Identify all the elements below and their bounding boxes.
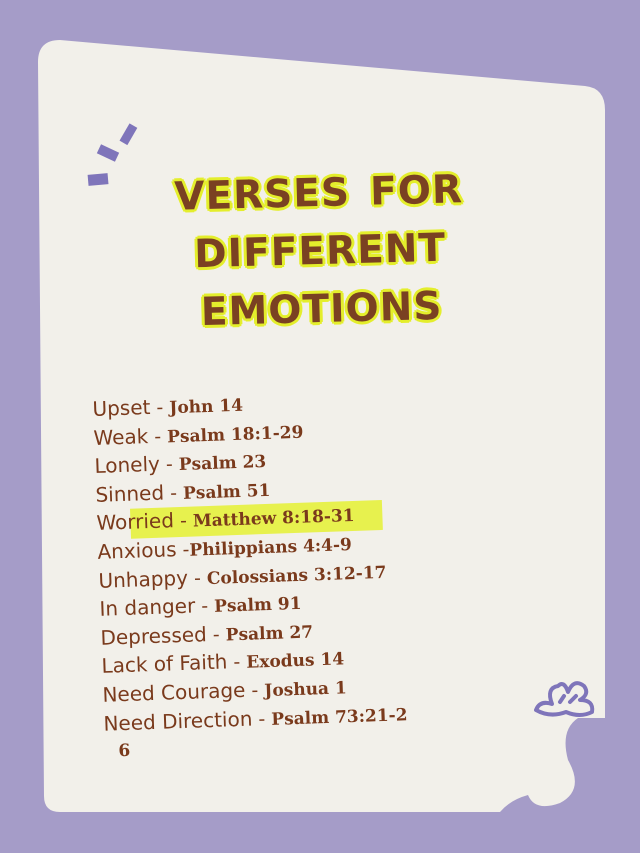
separator: - [245, 679, 265, 702]
separator: - [176, 538, 190, 562]
separator: - [227, 651, 247, 674]
emotion-label: In danger [99, 593, 196, 622]
separator: - [252, 707, 272, 731]
emotion-label: Weak [93, 423, 149, 450]
emotion-label: Worried [96, 508, 175, 536]
emotion-label: Anxious [97, 537, 177, 564]
verse-reference: Psalm 27 [225, 622, 314, 646]
verse-list [92, 382, 465, 766]
verse-reference: Matthew 8:18-31 [192, 506, 355, 532]
separator: - [150, 396, 170, 419]
separator: - [163, 481, 184, 505]
separator: - [159, 453, 180, 476]
verse-reference: Psalm 51 [182, 480, 271, 504]
page-title [118, 153, 522, 337]
separator: - [187, 566, 208, 590]
emotion-label: Lonely [94, 451, 161, 479]
emotion-label: Upset [92, 394, 151, 421]
verse-reference: Psalm 23 [178, 452, 267, 476]
emotion-label: Sinned [95, 480, 165, 507]
separator: - [206, 623, 227, 646]
emotion-label: Need Courage [102, 677, 246, 707]
emotion-label: Depressed [100, 621, 208, 650]
verse-reference: Joshua 1 [264, 678, 348, 702]
verse-reference: John 14 [169, 395, 244, 419]
separator: - [173, 509, 194, 533]
verse-reference: Colossians 3:12-17 [206, 562, 387, 589]
separator: - [194, 595, 215, 618]
flower-doodle-icon [530, 672, 600, 722]
emotion-label: Unhappy [98, 565, 189, 593]
emotion-label: Lack of Faith [101, 649, 228, 679]
verse-reference: Psalm 73:21-2 [271, 704, 408, 730]
verse-reference: Psalm 18:1-29 [166, 422, 304, 447]
emotion-label: Need Direction [103, 706, 253, 736]
verse-reference-continuation: 6 [118, 741, 131, 762]
verse-reference: Philippians 4:4-9 [189, 534, 353, 561]
title-line-1: verses for [173, 151, 464, 223]
verse-reference: Psalm 91 [213, 593, 302, 618]
verse-reference: Exodus 14 [246, 649, 345, 674]
separator: - [147, 425, 168, 448]
title-line-3: emotions [199, 267, 444, 339]
title-line-2: different [193, 209, 447, 281]
